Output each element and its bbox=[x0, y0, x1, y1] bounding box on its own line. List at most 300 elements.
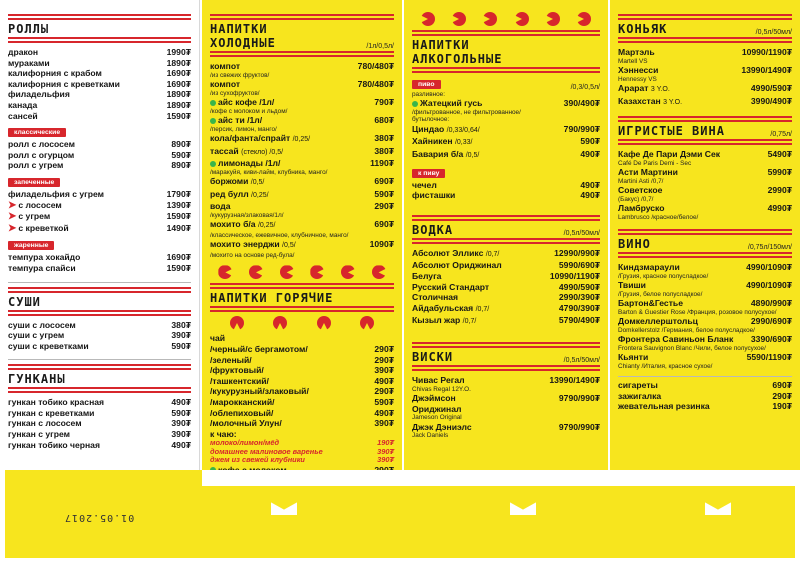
menu-item bbox=[210, 355, 394, 366]
menu-item bbox=[412, 248, 600, 261]
column-soft-drinks bbox=[202, 0, 402, 486]
menu-item bbox=[8, 189, 191, 200]
item-name: Киндзмараули bbox=[618, 262, 680, 273]
item-name: Советское bbox=[618, 185, 663, 196]
item-description: /мохито на основе ред-була/ bbox=[210, 251, 295, 259]
item-name: /марокканский/ bbox=[210, 396, 275, 407]
menu-item bbox=[618, 280, 792, 291]
item-name: жевательная резинка bbox=[618, 401, 710, 412]
whisky-list bbox=[412, 375, 600, 440]
item-price: 490₮ bbox=[374, 375, 394, 386]
item-volume: /0,25/ bbox=[292, 136, 311, 143]
item-description: /персик, лимон, манго/ bbox=[210, 125, 277, 133]
item-price: 4990/1090₮ bbox=[746, 280, 792, 291]
menu-item bbox=[8, 408, 191, 419]
menu-item bbox=[210, 158, 394, 169]
pacman-icon bbox=[341, 265, 355, 279]
classic-rolls-list bbox=[8, 139, 191, 171]
item-name: /кукурузный/злаковый/ bbox=[210, 386, 309, 397]
menu-item bbox=[618, 149, 792, 160]
section-unit: /0,5л/50мл/ bbox=[563, 356, 600, 364]
item-price: 1190₮ bbox=[370, 158, 394, 169]
item-name: Айдабульская /0,7/ bbox=[412, 302, 490, 313]
item-price: 390₮ bbox=[171, 429, 191, 440]
section-stripes bbox=[618, 116, 792, 122]
fold-notch-icon bbox=[705, 497, 731, 515]
menu-item bbox=[8, 160, 191, 171]
fried-rolls-list bbox=[8, 252, 191, 273]
menu-item bbox=[210, 386, 394, 397]
item-price: 590₮ bbox=[374, 396, 394, 407]
item-name: Арарат 3 Y.O. bbox=[618, 83, 670, 93]
menu-item bbox=[8, 58, 191, 69]
item-name: гункан тобико черная bbox=[8, 439, 100, 450]
item-name: зажигалка bbox=[618, 390, 662, 401]
item-description: Jameson Original bbox=[412, 414, 462, 422]
section-stripes bbox=[8, 387, 191, 393]
item-price: 490₮ bbox=[580, 149, 600, 159]
to-tea-label: к чаю: bbox=[210, 428, 237, 439]
item-name: дракон bbox=[8, 47, 39, 57]
item-name: мураками bbox=[8, 57, 50, 68]
tag-beer-snacks: к пиву bbox=[412, 169, 445, 178]
menu-item bbox=[8, 79, 191, 90]
item-name: /фруктовый/ bbox=[210, 365, 264, 376]
item-price: 5590/1190₮ bbox=[746, 352, 792, 363]
section-title-wine: ВИНО bbox=[618, 237, 651, 252]
item-name: темпура спайси bbox=[8, 262, 76, 273]
item-price: 390/490₮ bbox=[563, 98, 600, 109]
divider bbox=[8, 359, 191, 360]
item-description: Lambrusco /красное/белое/ bbox=[618, 213, 699, 221]
item-name: Хэннесси bbox=[618, 65, 659, 75]
section-stripes bbox=[210, 51, 394, 57]
item-price: 290₮ bbox=[374, 343, 394, 354]
section-title-whisky: ВИСКИ bbox=[412, 349, 454, 364]
item-name: Циндао /0,33/0,64/ bbox=[412, 123, 480, 134]
item-description: Café De Paris Demi - Sec bbox=[618, 159, 692, 167]
section-stripes bbox=[618, 37, 792, 43]
section-stripes bbox=[618, 229, 792, 235]
menu-item bbox=[412, 303, 600, 316]
section-stripes bbox=[8, 364, 191, 370]
item-price: 12990/990₮ bbox=[554, 247, 600, 258]
item-name: вода bbox=[210, 201, 231, 212]
item-description: Domkellerstolz /Германия, белое полусладкое/ bbox=[618, 326, 755, 334]
misc-list bbox=[618, 380, 792, 412]
item-description: Martini Asti /0,7/ bbox=[618, 177, 664, 185]
item-price: 690₮ bbox=[374, 176, 394, 187]
tea-extras-list bbox=[210, 439, 394, 464]
menu-item bbox=[210, 219, 394, 232]
sparkling-wine-list bbox=[618, 149, 792, 221]
menu-item bbox=[8, 341, 191, 352]
item-name: калифорния с креветками bbox=[8, 78, 120, 89]
item-price: 390₮ bbox=[374, 365, 394, 376]
menu-item bbox=[412, 404, 600, 415]
menu-item bbox=[8, 418, 191, 429]
section-stripes bbox=[412, 30, 600, 36]
item-price: 290₮ bbox=[374, 354, 394, 365]
menu-item bbox=[210, 97, 394, 108]
menu-item bbox=[412, 282, 600, 293]
item-name: Кьянти bbox=[618, 352, 649, 363]
item-volume: /0,5/ bbox=[250, 179, 265, 187]
section-unit: /1л/0,5л/ bbox=[366, 43, 394, 50]
menu-item bbox=[8, 440, 191, 451]
pacman-icon bbox=[218, 265, 232, 279]
item-name: /облепиховый/ bbox=[210, 407, 274, 418]
item-name: ➤ с угрем bbox=[8, 211, 51, 223]
item-price: 5990/690₮ bbox=[558, 260, 600, 271]
item-price: 10990/1190₮ bbox=[741, 47, 792, 57]
item-price: 1590₮ bbox=[166, 211, 191, 222]
section-title-sushi: СУШИ bbox=[8, 294, 41, 309]
section-title-vodka: ВОДКА bbox=[412, 222, 454, 237]
item-description: Chivas Regal 12Y.O. bbox=[412, 385, 471, 393]
menu-item bbox=[210, 133, 394, 146]
item-name: гункан с креветками bbox=[8, 407, 95, 418]
item-price: 190₮ bbox=[377, 438, 394, 448]
item-price: 690₮ bbox=[772, 380, 792, 391]
section-title-hot-drinks: НАПИТКИ ГОРЯЧИЕ bbox=[210, 291, 334, 306]
item-description: /кофе с молоком и льдом/ bbox=[210, 107, 288, 115]
gunkan-list bbox=[8, 397, 191, 450]
item-name: ролл с угрем bbox=[8, 160, 64, 171]
item-price: 1390₮ bbox=[166, 199, 191, 210]
column-food bbox=[0, 0, 200, 470]
item-price: 1690₮ bbox=[166, 68, 191, 79]
item-price: 380₮ bbox=[171, 319, 191, 330]
menu-item bbox=[412, 124, 600, 137]
item-description: (Бакус) /0,7/ bbox=[618, 195, 654, 203]
decor-pacman-row bbox=[210, 316, 394, 330]
menu-item bbox=[210, 146, 394, 159]
item-price: 690₮ bbox=[374, 219, 394, 230]
item-price: 890₮ bbox=[171, 160, 191, 171]
menu-item bbox=[8, 139, 191, 150]
item-price: 9790/990₮ bbox=[558, 421, 600, 432]
menu-item bbox=[412, 315, 600, 328]
wine-list bbox=[618, 262, 792, 370]
item-price: 490₮ bbox=[171, 397, 191, 408]
menu-item bbox=[412, 98, 600, 109]
item-volume: /0,5/ bbox=[282, 242, 296, 250]
menu-item bbox=[8, 223, 191, 235]
item-volume: /0,33/ bbox=[454, 139, 473, 147]
item-price: 1790₮ bbox=[166, 188, 191, 199]
section-stripes bbox=[210, 306, 394, 312]
section-title-cognac: КОНЬЯК bbox=[618, 22, 668, 36]
item-volume: /0,7/ bbox=[462, 318, 477, 326]
column-alcohol bbox=[404, 0, 608, 486]
item-price: 890₮ bbox=[171, 139, 191, 150]
bottled-label: бутылочное: bbox=[412, 116, 450, 124]
item-price: 590₮ bbox=[374, 188, 394, 199]
menu-item bbox=[618, 401, 792, 412]
section-stripes bbox=[618, 14, 792, 20]
item-price: 190₮ bbox=[772, 401, 792, 412]
item-name: филадельфия с угрем bbox=[8, 188, 105, 199]
item-description: /из сухофруктов/ bbox=[210, 89, 260, 97]
decor-pacman-row bbox=[412, 12, 600, 26]
divider bbox=[8, 282, 191, 283]
pacman-icon bbox=[577, 12, 591, 26]
item-name: кола/фанта/спрайт /0,25/ bbox=[210, 133, 311, 143]
item-price: 1590₮ bbox=[166, 262, 191, 273]
menu-item bbox=[210, 176, 394, 189]
section-stripes bbox=[210, 283, 394, 289]
item-price: 1690₮ bbox=[166, 252, 191, 263]
item-price: 10990/1190₮ bbox=[549, 270, 600, 281]
menu-item bbox=[618, 203, 792, 214]
item-price: 3390/690₮ bbox=[750, 334, 792, 345]
menu-item bbox=[618, 316, 792, 327]
item-description: /из свежих фруктов/ bbox=[210, 71, 270, 79]
item-name: мохито энерджи /0,5/ bbox=[210, 239, 296, 250]
item-price: 290₮ bbox=[374, 201, 394, 212]
green-dot-icon bbox=[412, 101, 418, 107]
item-name: суши с креветками bbox=[8, 340, 89, 351]
menu-item bbox=[210, 408, 394, 419]
pacman-icon bbox=[230, 316, 244, 330]
item-name: филадельфия bbox=[8, 89, 70, 100]
bottom-fold-left bbox=[5, 470, 202, 486]
menu-item bbox=[8, 397, 191, 408]
item-name: Русский Стандарт bbox=[412, 281, 490, 292]
item-description: /Грузия, красное полусладкое/ bbox=[618, 272, 709, 280]
section-unit: /0,75л/ bbox=[770, 131, 792, 139]
item-price: 2990/690₮ bbox=[750, 316, 792, 327]
menu-item bbox=[8, 320, 191, 331]
menu-item bbox=[210, 201, 394, 212]
item-name: Асти Мартини bbox=[618, 167, 678, 178]
section-stripes bbox=[412, 67, 600, 73]
beer-snacks-list bbox=[412, 180, 600, 201]
item-name: калифорния с крабом bbox=[8, 68, 102, 79]
item-name: Джэк Дэниэлс bbox=[412, 421, 472, 432]
item-name: Домкеллерштольц bbox=[618, 316, 698, 327]
arrow-icon: ➤ bbox=[8, 211, 17, 223]
item-name: джем из свежей клубники bbox=[210, 455, 305, 465]
item-name: Ориджинал bbox=[412, 403, 462, 414]
arrow-icon: ➤ bbox=[8, 222, 17, 234]
section-stripes bbox=[8, 310, 191, 316]
menu-item bbox=[8, 47, 191, 58]
menu-item bbox=[210, 61, 394, 72]
pacman-icon bbox=[360, 316, 374, 330]
item-description: Barton & Guestier Rose /Франция, розовое полусухое/ bbox=[618, 308, 777, 316]
item-description: /Грузия, белое полусладкое/ bbox=[618, 290, 703, 298]
menu-item bbox=[618, 334, 792, 345]
item-price: 1490₮ bbox=[166, 222, 191, 233]
pacman-icon bbox=[317, 316, 331, 330]
pacman-icon bbox=[546, 12, 560, 26]
item-description: /классическое, ежевичное, клубничное, манго/ bbox=[210, 231, 349, 239]
section-stripes bbox=[412, 365, 600, 371]
item-price: 1890₮ bbox=[166, 57, 191, 68]
item-name: Белуга bbox=[412, 270, 442, 281]
menu-item bbox=[412, 271, 600, 282]
item-name: Твиши bbox=[618, 280, 646, 291]
item-price: 3990/490₮ bbox=[750, 95, 792, 106]
item-price: 380₮ bbox=[374, 133, 394, 143]
menu-item bbox=[412, 136, 600, 149]
item-name: айс ти /1л/ bbox=[210, 115, 372, 126]
item-volume: /0,25/ bbox=[257, 222, 276, 230]
item-price: 1890₮ bbox=[166, 99, 191, 110]
section-unit: /0,3/0,5л/ bbox=[570, 84, 600, 91]
item-name: Столичная bbox=[412, 292, 459, 303]
vodka-list bbox=[412, 248, 600, 328]
item-name: /черный/с бергамотом/ bbox=[210, 343, 308, 354]
item-price: 490₮ bbox=[580, 179, 600, 190]
pacman-icon bbox=[280, 265, 294, 279]
divider bbox=[618, 376, 792, 377]
item-description: /кукурузная/злаковая/1л/ bbox=[210, 211, 284, 219]
item-name: Кафе Де Пари Дэми Сек bbox=[618, 149, 721, 160]
menu-item bbox=[618, 352, 792, 363]
pacman-icon bbox=[273, 316, 287, 330]
tea-label: чай bbox=[210, 333, 226, 344]
section-title-alcohol: НАПИТКИ АЛКОГОЛЬНЫЕ bbox=[412, 38, 503, 66]
item-price: 5790/490₮ bbox=[558, 315, 600, 326]
menu-item bbox=[412, 260, 600, 271]
menu-item bbox=[412, 292, 600, 303]
item-name: ред булл /0,25/ bbox=[210, 188, 269, 199]
fold-notch-icon bbox=[271, 497, 297, 515]
item-name: Джэймсон bbox=[412, 392, 456, 403]
item-price: 5990₮ bbox=[767, 167, 792, 178]
column-cognac-wine bbox=[610, 0, 800, 486]
draft-label: разливное: bbox=[412, 91, 446, 98]
item-volume: /0,7/ bbox=[475, 305, 490, 313]
item-description: Chianty /Италия, красное сухое/ bbox=[618, 362, 713, 370]
arrow-icon: ➤ bbox=[8, 199, 17, 211]
menu-item bbox=[618, 65, 792, 76]
item-description: Martell VS bbox=[618, 57, 648, 65]
pacman-icon bbox=[249, 265, 263, 279]
item-price: 780/480₮ bbox=[357, 79, 394, 89]
menu-item bbox=[618, 380, 792, 391]
menu-item bbox=[618, 167, 792, 178]
item-name: ролл с огурцом bbox=[8, 149, 75, 160]
menu-item bbox=[412, 190, 600, 201]
item-price: 5490₮ bbox=[767, 149, 792, 160]
item-price: 290₮ bbox=[772, 390, 792, 401]
section-stripes bbox=[8, 14, 191, 20]
item-price: 680₮ bbox=[374, 115, 394, 125]
decor-pacman-row bbox=[210, 265, 394, 279]
menu-item bbox=[8, 68, 191, 79]
menu-item bbox=[8, 211, 191, 223]
item-description: Frontera Sauvignon Blanc /Чили, белое полусухое/ bbox=[618, 344, 766, 352]
item-description: Hennessy VS bbox=[618, 75, 657, 83]
item-price: 380₮ bbox=[374, 145, 394, 156]
pacman-icon bbox=[452, 12, 466, 26]
menu-item bbox=[8, 111, 191, 122]
green-dot-icon bbox=[210, 100, 216, 106]
item-price: 590₮ bbox=[171, 149, 191, 160]
item-price: 13990/1490₮ bbox=[549, 374, 600, 385]
item-price: 1990₮ bbox=[166, 47, 191, 57]
menu-item bbox=[8, 330, 191, 341]
item-price: 590₮ bbox=[580, 136, 600, 147]
item-volume: /0,25/ bbox=[251, 191, 269, 199]
section-stripes bbox=[618, 139, 792, 145]
fold-notch-icon bbox=[510, 497, 536, 515]
item-volume: /0,33/0,64/ bbox=[446, 126, 480, 134]
item-volume: 3 Y.O. bbox=[663, 98, 683, 106]
item-name: боржоми /0,5/ bbox=[210, 176, 265, 187]
item-name: молоко/лимон/мёд bbox=[210, 438, 280, 448]
menu-item bbox=[8, 150, 191, 161]
item-price: 290₮ bbox=[374, 386, 394, 397]
item-price: 390₮ bbox=[171, 330, 191, 341]
item-name: сигареты bbox=[618, 380, 658, 391]
rolls-list bbox=[8, 47, 191, 121]
menu-item bbox=[8, 200, 191, 212]
menu-item bbox=[618, 96, 792, 109]
item-price: 790₮ bbox=[374, 97, 394, 107]
item-name: темпура хокайдо bbox=[8, 252, 81, 263]
section-stripes bbox=[412, 238, 600, 244]
tag-beer: пиво bbox=[412, 80, 441, 89]
item-price: 490₮ bbox=[171, 439, 191, 450]
item-price: 490₮ bbox=[374, 407, 394, 418]
item-name: Фронтера Савиньон Бланк bbox=[618, 334, 734, 345]
menu-item bbox=[8, 429, 191, 440]
section-stripes bbox=[8, 287, 191, 293]
menu-item bbox=[210, 344, 394, 355]
bottled-beer-list bbox=[412, 124, 600, 162]
menu-item bbox=[412, 422, 600, 433]
menu-item bbox=[8, 100, 191, 111]
menu-item bbox=[210, 376, 394, 387]
cognac-list bbox=[618, 47, 792, 108]
item-name: суши с лососем bbox=[8, 319, 76, 330]
item-price: 490₮ bbox=[580, 190, 600, 201]
baked-rolls-list bbox=[8, 189, 191, 234]
item-name: тассай (стекло) /0,5/ bbox=[210, 145, 284, 156]
section-stripes bbox=[210, 14, 394, 20]
item-price: 4990/1090₮ bbox=[746, 262, 792, 273]
pacman-icon bbox=[310, 265, 324, 279]
item-name: ➤ с лососем bbox=[8, 199, 62, 211]
item-name: ➤ с креветкой bbox=[8, 222, 69, 234]
item-volume: 3 Y.O. bbox=[650, 86, 670, 93]
menu-item bbox=[412, 375, 600, 386]
menu-item bbox=[412, 393, 600, 404]
item-name: айс кофе /1л/ bbox=[210, 97, 372, 108]
item-description: /маракуйя, киви-лайм, клубника, манго/ bbox=[210, 168, 328, 176]
item-description: Jack Daniels bbox=[412, 432, 449, 440]
item-name: ролл с лососем bbox=[8, 139, 75, 150]
menu-item bbox=[618, 185, 792, 196]
item-price: 1590₮ bbox=[166, 110, 191, 121]
section-title-sparkling: ИГРИСТЫЕ ВИНА bbox=[618, 124, 725, 139]
menu-item bbox=[8, 263, 191, 274]
item-name: компот bbox=[210, 61, 241, 71]
item-name: фисташки bbox=[412, 190, 456, 201]
menu-item bbox=[618, 83, 792, 96]
item-price: 780/480₮ bbox=[357, 61, 394, 71]
green-dot-icon bbox=[210, 118, 216, 124]
pacman-icon bbox=[515, 12, 529, 26]
item-name: канада bbox=[8, 99, 38, 110]
section-title-rolls: РОЛЛЫ bbox=[8, 22, 50, 36]
section-title-gunkan: ГУНКАНЫ bbox=[8, 372, 66, 387]
